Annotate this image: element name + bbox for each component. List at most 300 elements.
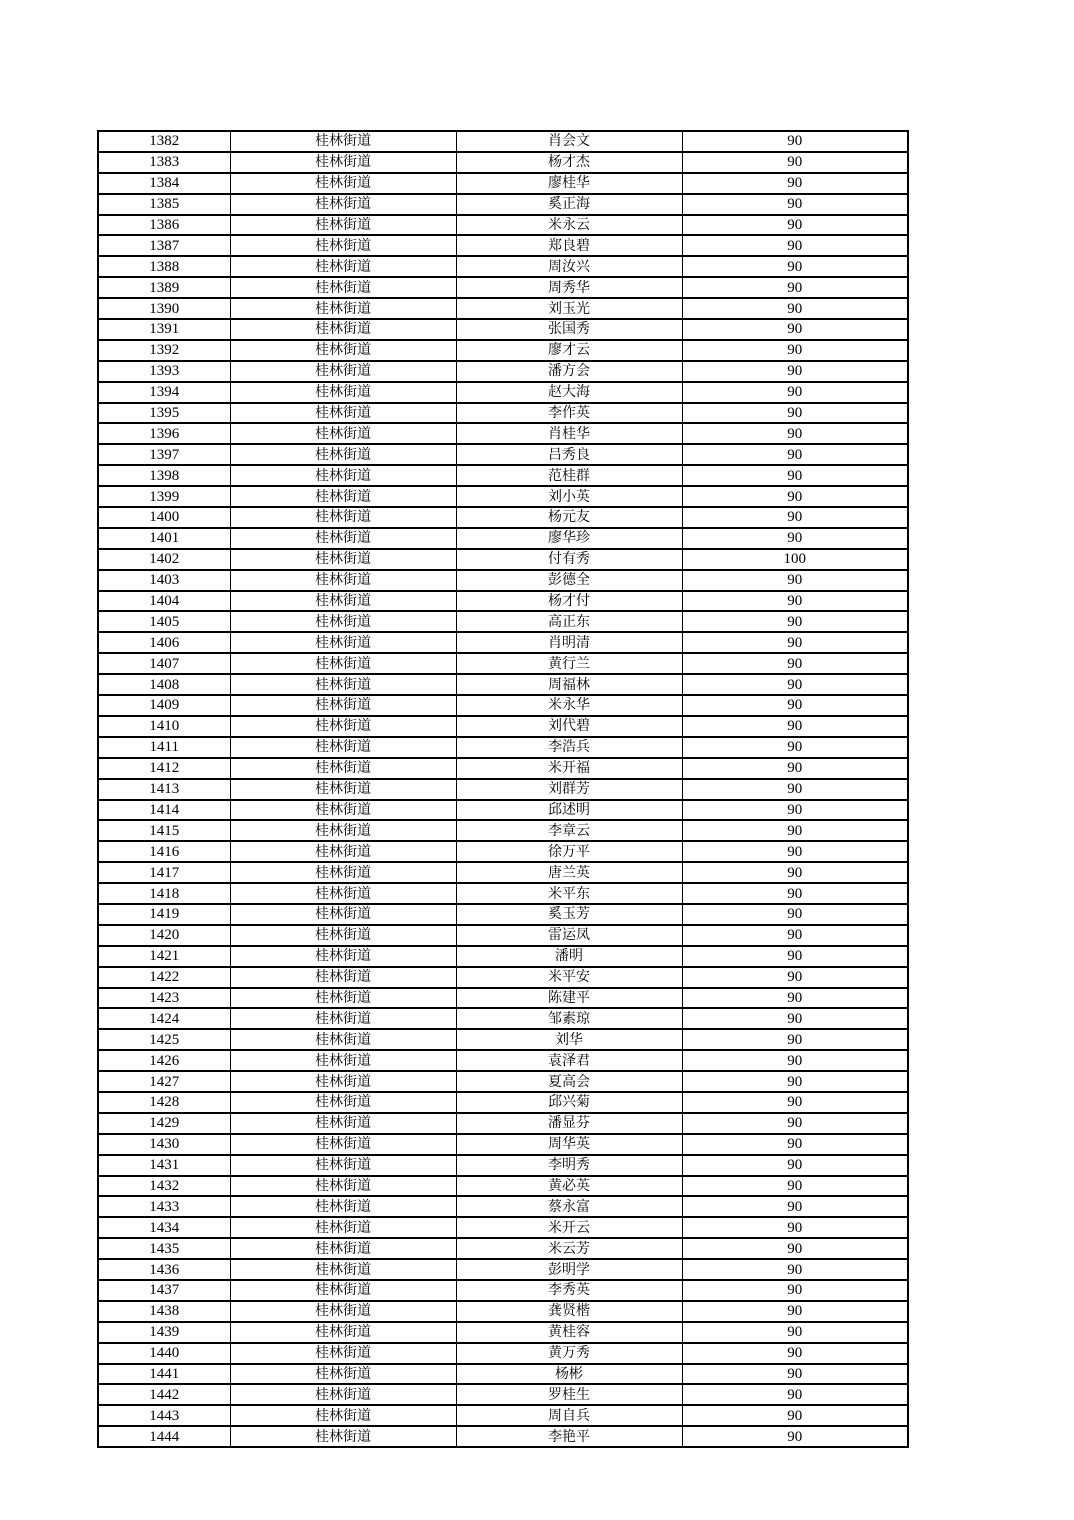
name-cell: 李明秀 [456, 1155, 682, 1176]
amount-cell: 90 [682, 1071, 908, 1092]
name-cell: 邱述明 [456, 800, 682, 821]
name-cell: 杨才杰 [456, 152, 682, 173]
serial-number-cell: 1432 [98, 1176, 230, 1197]
table-row [98, 1071, 908, 1092]
table-row [98, 382, 908, 403]
name-cell: 周华英 [456, 1134, 682, 1155]
amount-cell: 90 [682, 1343, 908, 1364]
serial-number-cell: 1431 [98, 1155, 230, 1176]
amount-cell: 90 [682, 1364, 908, 1385]
serial-number-cell: 1395 [98, 403, 230, 424]
serial-number-cell: 1408 [98, 674, 230, 695]
amount-cell: 90 [682, 862, 908, 883]
serial-number-cell: 1419 [98, 904, 230, 925]
serial-number-cell: 1415 [98, 820, 230, 841]
name-cell: 潘明 [456, 946, 682, 967]
amount-cell: 90 [682, 946, 908, 967]
street-cell: 桂林街道 [230, 779, 456, 800]
serial-number-cell: 1405 [98, 611, 230, 632]
name-cell: 米永华 [456, 695, 682, 716]
street-cell: 桂林街道 [230, 862, 456, 883]
amount-cell: 90 [682, 507, 908, 528]
table-body [98, 131, 908, 1447]
table-row [98, 528, 908, 549]
serial-number-cell: 1399 [98, 486, 230, 507]
street-cell: 桂林街道 [230, 403, 456, 424]
amount-cell: 90 [682, 486, 908, 507]
amount-cell: 90 [682, 1426, 908, 1447]
serial-number-cell: 1412 [98, 758, 230, 779]
table-row [98, 486, 908, 507]
serial-number-cell: 1398 [98, 465, 230, 486]
amount-cell: 90 [682, 1155, 908, 1176]
name-cell: 米永云 [456, 215, 682, 236]
amount-cell: 90 [682, 256, 908, 277]
street-cell: 桂林街道 [230, 904, 456, 925]
amount-cell: 90 [682, 1259, 908, 1280]
name-cell: 吕秀良 [456, 444, 682, 465]
serial-number-cell: 1391 [98, 319, 230, 340]
table-row [98, 423, 908, 444]
amount-cell: 90 [682, 173, 908, 194]
name-cell: 邹素琼 [456, 1008, 682, 1029]
street-cell: 桂林街道 [230, 653, 456, 674]
amount-cell: 90 [682, 883, 908, 904]
name-cell: 高正东 [456, 611, 682, 632]
amount-cell: 90 [682, 340, 908, 361]
street-cell: 桂林街道 [230, 611, 456, 632]
serial-number-cell: 1416 [98, 841, 230, 862]
table-row [98, 967, 908, 988]
street-cell: 桂林街道 [230, 1092, 456, 1113]
street-cell: 桂林街道 [230, 173, 456, 194]
serial-number-cell: 1417 [98, 862, 230, 883]
table-row [98, 549, 908, 570]
table-row [98, 841, 908, 862]
table-row [98, 1405, 908, 1426]
amount-cell: 90 [682, 1238, 908, 1259]
name-cell: 米云芳 [456, 1238, 682, 1259]
street-cell: 桂林街道 [230, 841, 456, 862]
amount-cell: 90 [682, 1301, 908, 1322]
name-cell: 肖桂华 [456, 423, 682, 444]
street-cell: 桂林街道 [230, 1196, 456, 1217]
amount-cell: 90 [682, 1050, 908, 1071]
name-cell: 米平安 [456, 967, 682, 988]
serial-number-cell: 1389 [98, 277, 230, 298]
table-row [98, 1343, 908, 1364]
street-cell: 桂林街道 [230, 1071, 456, 1092]
amount-cell: 90 [682, 1322, 908, 1343]
name-cell: 杨彬 [456, 1364, 682, 1385]
street-cell: 桂林街道 [230, 382, 456, 403]
table-row [98, 1280, 908, 1301]
table-row [98, 1384, 908, 1405]
name-cell: 周自兵 [456, 1405, 682, 1426]
table-row [98, 653, 908, 674]
table-row [98, 1176, 908, 1197]
table-row [98, 1113, 908, 1134]
serial-number-cell: 1422 [98, 967, 230, 988]
table-row [98, 1301, 908, 1322]
table-row [98, 737, 908, 758]
street-cell: 桂林街道 [230, 444, 456, 465]
street-cell: 桂林街道 [230, 256, 456, 277]
serial-number-cell: 1441 [98, 1364, 230, 1385]
amount-cell: 90 [682, 653, 908, 674]
serial-number-cell: 1388 [98, 256, 230, 277]
amount-cell: 90 [682, 988, 908, 1009]
serial-number-cell: 1414 [98, 800, 230, 821]
table-row [98, 1134, 908, 1155]
amount-cell: 90 [682, 215, 908, 236]
amount-cell: 90 [682, 611, 908, 632]
amount-cell: 90 [682, 277, 908, 298]
serial-number-cell: 1407 [98, 653, 230, 674]
street-cell: 桂林街道 [230, 1301, 456, 1322]
name-cell: 刘玉光 [456, 298, 682, 319]
amount-cell: 90 [682, 194, 908, 215]
name-cell: 黄桂容 [456, 1322, 682, 1343]
table-row [98, 215, 908, 236]
name-cell: 邱兴菊 [456, 1092, 682, 1113]
amount-cell: 90 [682, 967, 908, 988]
table-row [98, 444, 908, 465]
table-row [98, 925, 908, 946]
street-cell: 桂林街道 [230, 1384, 456, 1405]
table-row [98, 319, 908, 340]
table-row [98, 904, 908, 925]
street-cell: 桂林街道 [230, 1050, 456, 1071]
table-row [98, 591, 908, 612]
amount-cell: 90 [682, 1176, 908, 1197]
street-cell: 桂林街道 [230, 361, 456, 382]
table-row [98, 883, 908, 904]
name-cell: 肖会文 [456, 131, 682, 152]
amount-cell: 90 [682, 674, 908, 695]
table-row [98, 465, 908, 486]
street-cell: 桂林街道 [230, 632, 456, 653]
amount-cell: 90 [682, 361, 908, 382]
serial-number-cell: 1392 [98, 340, 230, 361]
serial-number-cell: 1400 [98, 507, 230, 528]
table-row [98, 194, 908, 215]
serial-number-cell: 1434 [98, 1217, 230, 1238]
amount-cell: 90 [682, 444, 908, 465]
serial-number-cell: 1402 [98, 549, 230, 570]
serial-number-cell: 1383 [98, 152, 230, 173]
serial-number-cell: 1426 [98, 1050, 230, 1071]
street-cell: 桂林街道 [230, 486, 456, 507]
name-cell: 彭明学 [456, 1259, 682, 1280]
table-row [98, 173, 908, 194]
serial-number-cell: 1443 [98, 1405, 230, 1426]
street-cell: 桂林街道 [230, 298, 456, 319]
name-cell: 郑良碧 [456, 235, 682, 256]
street-cell: 桂林街道 [230, 1322, 456, 1343]
serial-number-cell: 1435 [98, 1238, 230, 1259]
serial-number-cell: 1394 [98, 382, 230, 403]
table-row [98, 1238, 908, 1259]
amount-cell: 90 [682, 1008, 908, 1029]
serial-number-cell: 1433 [98, 1196, 230, 1217]
street-cell: 桂林街道 [230, 967, 456, 988]
serial-number-cell: 1436 [98, 1259, 230, 1280]
table-row [98, 695, 908, 716]
amount-cell: 90 [682, 1405, 908, 1426]
name-cell: 夏高会 [456, 1071, 682, 1092]
amount-cell: 90 [682, 528, 908, 549]
street-cell: 桂林街道 [230, 1343, 456, 1364]
serial-number-cell: 1425 [98, 1029, 230, 1050]
serial-number-cell: 1439 [98, 1322, 230, 1343]
table-row [98, 403, 908, 424]
street-cell: 桂林街道 [230, 277, 456, 298]
table-row [98, 1092, 908, 1113]
table-row [98, 131, 908, 152]
street-cell: 桂林街道 [230, 737, 456, 758]
amount-cell: 90 [682, 841, 908, 862]
serial-number-cell: 1430 [98, 1134, 230, 1155]
serial-number-cell: 1438 [98, 1301, 230, 1322]
name-cell: 米开云 [456, 1217, 682, 1238]
name-cell: 罗桂生 [456, 1384, 682, 1405]
serial-number-cell: 1410 [98, 716, 230, 737]
street-cell: 桂林街道 [230, 716, 456, 737]
amount-cell: 90 [682, 800, 908, 821]
table-row [98, 340, 908, 361]
amount-cell: 90 [682, 925, 908, 946]
table-row [98, 507, 908, 528]
amount-cell: 90 [682, 152, 908, 173]
table-row [98, 758, 908, 779]
table-row [98, 779, 908, 800]
serial-number-cell: 1403 [98, 570, 230, 591]
street-cell: 桂林街道 [230, 215, 456, 236]
amount-cell: 90 [682, 570, 908, 591]
serial-number-cell: 1409 [98, 695, 230, 716]
table-row [98, 988, 908, 1009]
serial-number-cell: 1396 [98, 423, 230, 444]
name-cell: 张国秀 [456, 319, 682, 340]
serial-number-cell: 1385 [98, 194, 230, 215]
name-cell: 周秀华 [456, 277, 682, 298]
name-cell: 袁泽君 [456, 1050, 682, 1071]
name-cell: 龚贤楷 [456, 1301, 682, 1322]
street-cell: 桂林街道 [230, 1405, 456, 1426]
amount-cell: 90 [682, 465, 908, 486]
name-cell: 刘小英 [456, 486, 682, 507]
amount-cell: 90 [682, 423, 908, 444]
serial-number-cell: 1397 [98, 444, 230, 465]
amount-cell: 90 [682, 716, 908, 737]
amount-cell: 90 [682, 1113, 908, 1134]
serial-number-cell: 1421 [98, 946, 230, 967]
amount-cell: 90 [682, 904, 908, 925]
name-cell: 刘华 [456, 1029, 682, 1050]
street-cell: 桂林街道 [230, 1134, 456, 1155]
amount-cell: 90 [682, 298, 908, 319]
street-cell: 桂林街道 [230, 1176, 456, 1197]
amount-cell: 90 [682, 820, 908, 841]
street-cell: 桂林街道 [230, 1029, 456, 1050]
name-cell: 廖才云 [456, 340, 682, 361]
name-cell: 杨元友 [456, 507, 682, 528]
name-cell: 李章云 [456, 820, 682, 841]
table-row [98, 277, 908, 298]
name-cell: 唐兰英 [456, 862, 682, 883]
serial-number-cell: 1404 [98, 591, 230, 612]
amount-cell: 90 [682, 235, 908, 256]
name-cell: 刘群芳 [456, 779, 682, 800]
name-cell: 潘方会 [456, 361, 682, 382]
amount-cell: 90 [682, 1029, 908, 1050]
street-cell: 桂林街道 [230, 758, 456, 779]
street-cell: 桂林街道 [230, 1364, 456, 1385]
serial-number-cell: 1411 [98, 737, 230, 758]
street-cell: 桂林街道 [230, 235, 456, 256]
table-row [98, 256, 908, 277]
street-cell: 桂林街道 [230, 1426, 456, 1447]
name-cell: 蔡永富 [456, 1196, 682, 1217]
name-cell: 米开福 [456, 758, 682, 779]
table-row [98, 632, 908, 653]
name-cell: 黄万秀 [456, 1343, 682, 1364]
street-cell: 桂林街道 [230, 423, 456, 444]
name-cell: 刘代碧 [456, 716, 682, 737]
table-row [98, 611, 908, 632]
table-row [98, 1008, 908, 1029]
street-cell: 桂林街道 [230, 194, 456, 215]
table-row [98, 1050, 908, 1071]
table-row [98, 298, 908, 319]
street-cell: 桂林街道 [230, 1280, 456, 1301]
street-cell: 桂林街道 [230, 507, 456, 528]
serial-number-cell: 1382 [98, 131, 230, 152]
name-cell: 杨才付 [456, 591, 682, 612]
name-cell: 廖华珍 [456, 528, 682, 549]
table-row [98, 716, 908, 737]
street-cell: 桂林街道 [230, 1217, 456, 1238]
amount-cell: 100 [682, 549, 908, 570]
street-cell: 桂林街道 [230, 131, 456, 152]
street-cell: 桂林街道 [230, 1155, 456, 1176]
table-row [98, 1364, 908, 1385]
street-cell: 桂林街道 [230, 528, 456, 549]
serial-number-cell: 1401 [98, 528, 230, 549]
table-row [98, 1426, 908, 1447]
serial-number-cell: 1413 [98, 779, 230, 800]
street-cell: 桂林街道 [230, 340, 456, 361]
name-cell: 奚玉芳 [456, 904, 682, 925]
name-cell: 奚正海 [456, 194, 682, 215]
name-cell: 李艳平 [456, 1426, 682, 1447]
street-cell: 桂林街道 [230, 674, 456, 695]
amount-cell: 90 [682, 632, 908, 653]
table-row [98, 800, 908, 821]
table-row [98, 862, 908, 883]
table-row [98, 570, 908, 591]
serial-number-cell: 1424 [98, 1008, 230, 1029]
street-cell: 桂林街道 [230, 591, 456, 612]
name-cell: 肖明清 [456, 632, 682, 653]
name-cell: 周福林 [456, 674, 682, 695]
name-cell: 廖桂华 [456, 173, 682, 194]
name-cell: 彭德全 [456, 570, 682, 591]
name-cell: 黄行兰 [456, 653, 682, 674]
street-cell: 桂林街道 [230, 925, 456, 946]
serial-number-cell: 1423 [98, 988, 230, 1009]
amount-cell: 90 [682, 1196, 908, 1217]
amount-cell: 90 [682, 1384, 908, 1405]
street-cell: 桂林街道 [230, 319, 456, 340]
name-cell: 米平东 [456, 883, 682, 904]
amount-cell: 90 [682, 758, 908, 779]
name-cell: 潘显芬 [456, 1113, 682, 1134]
serial-number-cell: 1384 [98, 173, 230, 194]
street-cell: 桂林街道 [230, 820, 456, 841]
name-cell: 黄必英 [456, 1176, 682, 1197]
amount-cell: 90 [682, 737, 908, 758]
serial-number-cell: 1427 [98, 1071, 230, 1092]
street-cell: 桂林街道 [230, 800, 456, 821]
street-cell: 桂林街道 [230, 152, 456, 173]
amount-cell: 90 [682, 779, 908, 800]
table-row [98, 674, 908, 695]
serial-number-cell: 1429 [98, 1113, 230, 1134]
serial-number-cell: 1442 [98, 1384, 230, 1405]
street-cell: 桂林街道 [230, 1113, 456, 1134]
amount-cell: 90 [682, 131, 908, 152]
serial-number-cell: 1386 [98, 215, 230, 236]
street-cell: 桂林街道 [230, 1008, 456, 1029]
table-row [98, 152, 908, 173]
street-cell: 桂林街道 [230, 570, 456, 591]
serial-number-cell: 1440 [98, 1343, 230, 1364]
name-cell: 李秀英 [456, 1280, 682, 1301]
amount-cell: 90 [682, 1217, 908, 1238]
amount-cell: 90 [682, 382, 908, 403]
table-row [98, 1196, 908, 1217]
amount-cell: 90 [682, 319, 908, 340]
table-row [98, 1259, 908, 1280]
name-cell: 雷运凤 [456, 925, 682, 946]
name-cell: 李浩兵 [456, 737, 682, 758]
serial-number-cell: 1420 [98, 925, 230, 946]
street-cell: 桂林街道 [230, 883, 456, 904]
serial-number-cell: 1393 [98, 361, 230, 382]
table-row [98, 1155, 908, 1176]
name-cell: 李作英 [456, 403, 682, 424]
name-cell: 赵大海 [456, 382, 682, 403]
serial-number-cell: 1387 [98, 235, 230, 256]
name-cell: 陈建平 [456, 988, 682, 1009]
data-table [97, 130, 909, 1448]
serial-number-cell: 1444 [98, 1426, 230, 1447]
amount-cell: 90 [682, 695, 908, 716]
name-cell: 范桂群 [456, 465, 682, 486]
amount-cell: 90 [682, 1280, 908, 1301]
amount-cell: 90 [682, 403, 908, 424]
serial-number-cell: 1418 [98, 883, 230, 904]
amount-cell: 90 [682, 1092, 908, 1113]
name-cell: 周汝兴 [456, 256, 682, 277]
street-cell: 桂林街道 [230, 465, 456, 486]
street-cell: 桂林街道 [230, 549, 456, 570]
table-row [98, 820, 908, 841]
amount-cell: 90 [682, 591, 908, 612]
table-row [98, 1029, 908, 1050]
